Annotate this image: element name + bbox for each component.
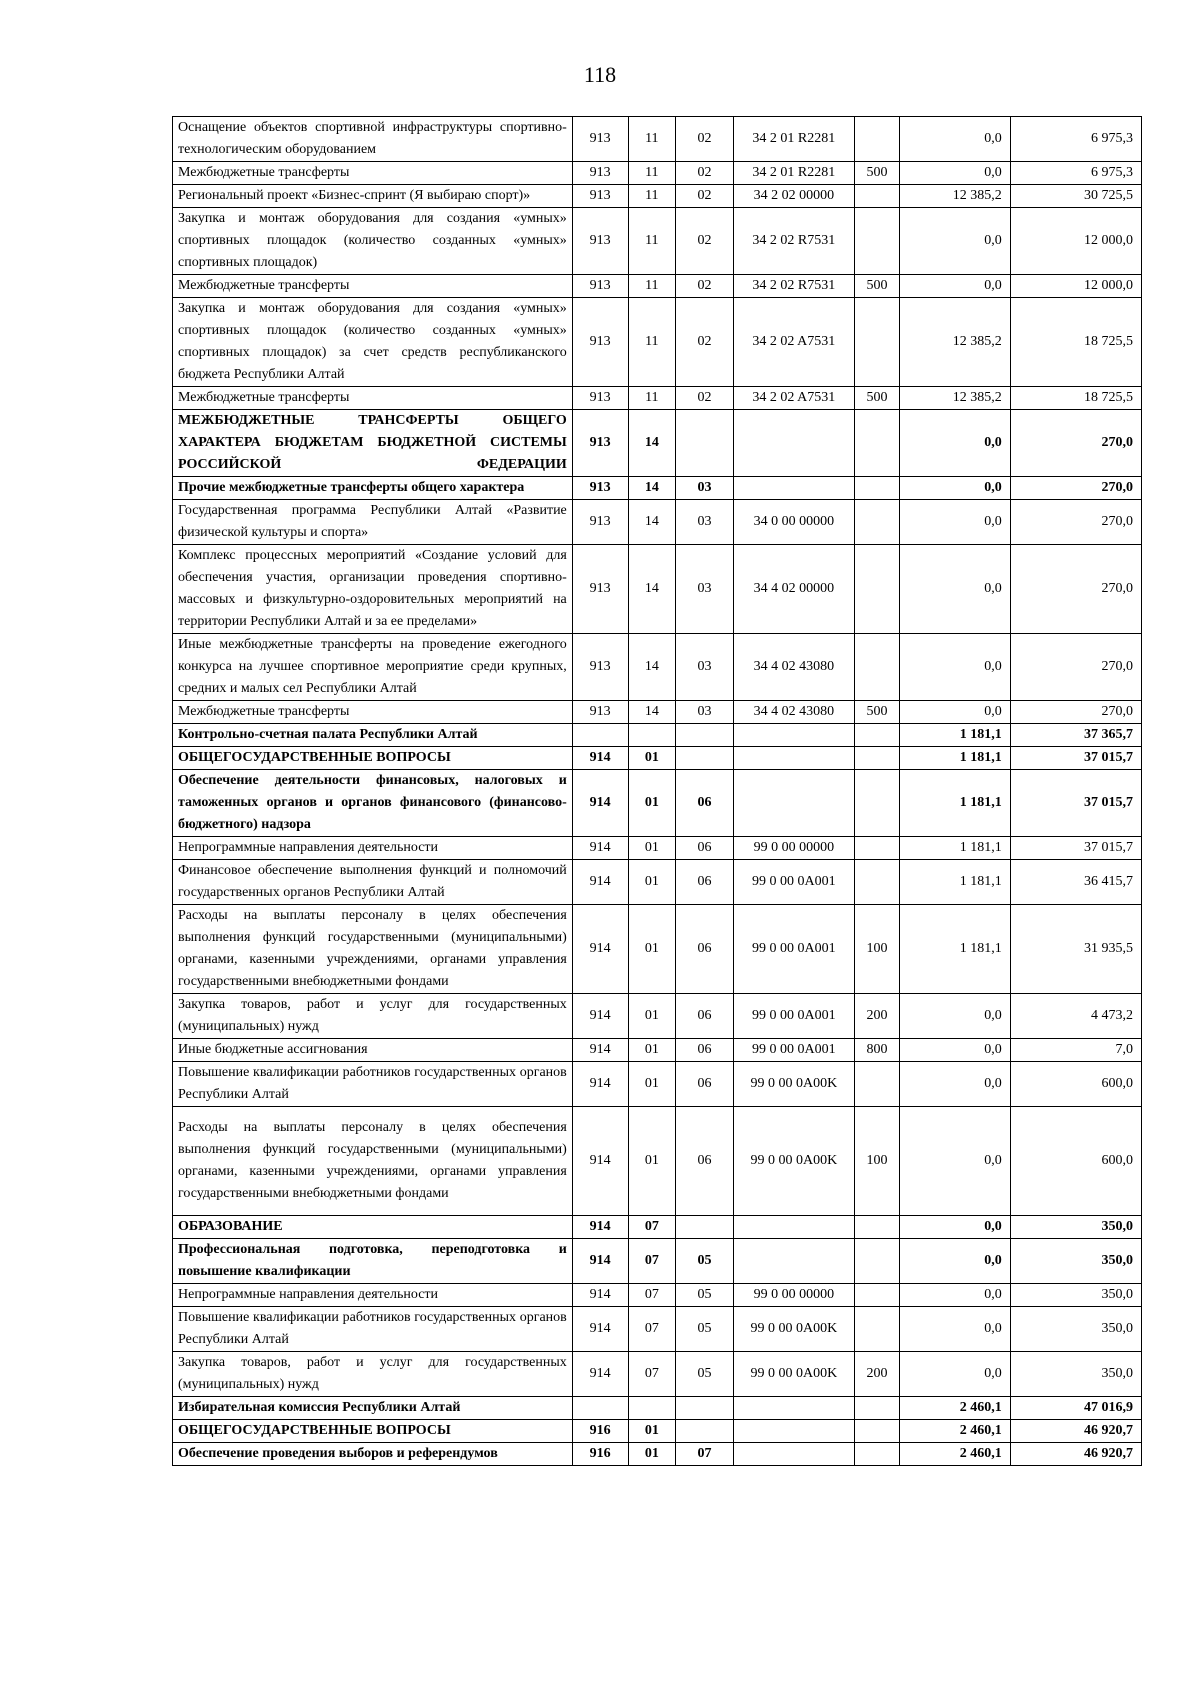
row-name: Региональный проект «Бизнес-спринт (Я выбираю спорт)» xyxy=(173,185,573,208)
row-name: Комплекс процессных мероприятий «Создание условий для обеспечения участия, организации проведения спортивно-массовых и физкультурно-оздоровительных мероприятий на территории Республики Алтай и за ее пределами» xyxy=(173,545,573,634)
row-amount-2: 46 920,7 xyxy=(1010,1420,1141,1443)
row-name: Межбюджетные трансферты xyxy=(173,387,573,410)
table-row xyxy=(173,477,1142,500)
table-row xyxy=(173,1216,1142,1239)
row-section-code: 14 xyxy=(628,701,676,724)
table-row xyxy=(173,1397,1142,1420)
row-name: МЕЖБЮДЖЕТНЫЕ ТРАНСФЕРТЫ ОБЩЕГО ХАРАКТЕРА БЮДЖЕТАМ БЮДЖЕТНОЙ СИСТЕМЫ РОССИЙСКОЙ ФЕДЕРАЦИИ xyxy=(173,410,573,477)
row-amount-2: 36 415,7 xyxy=(1010,860,1141,905)
row-target-code xyxy=(733,1239,854,1284)
table-row xyxy=(173,905,1142,994)
row-subsection-code: 03 xyxy=(676,634,734,701)
row-section-code: 14 xyxy=(628,500,676,545)
row-subsection-code: 06 xyxy=(676,860,734,905)
row-expense-type-code: 200 xyxy=(854,994,899,1039)
row-gr-code: 913 xyxy=(572,298,628,387)
table-row xyxy=(173,1352,1142,1397)
row-expense-type-code xyxy=(854,1420,899,1443)
row-gr-code xyxy=(572,724,628,747)
row-expense-type-code xyxy=(854,1397,899,1420)
row-target-code: 34 2 02 R7531 xyxy=(733,275,854,298)
row-expense-type-code xyxy=(854,117,899,162)
table-row xyxy=(173,747,1142,770)
row-amount-2: 7,0 xyxy=(1010,1039,1141,1062)
row-section-code xyxy=(628,724,676,747)
table-row xyxy=(173,1284,1142,1307)
row-amount-2: 6 975,3 xyxy=(1010,162,1141,185)
row-amount-2: 18 725,5 xyxy=(1010,387,1141,410)
row-section-code: 01 xyxy=(628,860,676,905)
row-target-code: 34 2 02 00000 xyxy=(733,185,854,208)
row-gr-code: 913 xyxy=(572,185,628,208)
row-expense-type-code xyxy=(854,1216,899,1239)
row-gr-code: 914 xyxy=(572,1216,628,1239)
row-name: Повышение квалификации работников государственных органов Республики Алтай xyxy=(173,1062,573,1107)
row-name: Финансовое обеспечение выполнения функций и полномочий государственных органов Республики Алтай xyxy=(173,860,573,905)
row-section-code: 11 xyxy=(628,387,676,410)
row-amount-2: 46 920,7 xyxy=(1010,1443,1141,1466)
table-row xyxy=(173,387,1142,410)
row-gr-code: 914 xyxy=(572,1107,628,1216)
row-amount-1: 0,0 xyxy=(900,545,1011,634)
row-target-code: 34 4 02 43080 xyxy=(733,634,854,701)
row-subsection-code: 02 xyxy=(676,162,734,185)
table-row xyxy=(173,275,1142,298)
row-section-code: 01 xyxy=(628,994,676,1039)
row-subsection-code: 02 xyxy=(676,275,734,298)
row-gr-code: 914 xyxy=(572,860,628,905)
row-amount-2: 350,0 xyxy=(1010,1352,1141,1397)
row-section-code: 01 xyxy=(628,1107,676,1216)
row-amount-1: 1 181,1 xyxy=(900,837,1011,860)
row-expense-type-code xyxy=(854,298,899,387)
row-section-code xyxy=(628,1397,676,1420)
row-amount-2: 30 725,5 xyxy=(1010,185,1141,208)
row-expense-type-code xyxy=(854,747,899,770)
table-row xyxy=(173,298,1142,387)
row-section-code: 11 xyxy=(628,117,676,162)
row-amount-1: 12 385,2 xyxy=(900,298,1011,387)
row-name: Оснащение объектов спортивной инфраструктуры спортивно-технологическим оборудованием xyxy=(173,117,573,162)
row-section-code: 11 xyxy=(628,298,676,387)
row-target-code xyxy=(733,410,854,477)
row-gr-code: 914 xyxy=(572,1039,628,1062)
row-subsection-code xyxy=(676,747,734,770)
row-expense-type-code xyxy=(854,208,899,275)
row-amount-1: 0,0 xyxy=(900,1062,1011,1107)
row-expense-type-code xyxy=(854,770,899,837)
row-name: ОБЩЕГОСУДАРСТВЕННЫЕ ВОПРОСЫ xyxy=(173,1420,573,1443)
row-gr-code: 914 xyxy=(572,905,628,994)
row-amount-1: 0,0 xyxy=(900,500,1011,545)
row-gr-code: 914 xyxy=(572,770,628,837)
row-target-code: 34 4 02 43080 xyxy=(733,701,854,724)
row-expense-type-code xyxy=(854,724,899,747)
row-target-code: 99 0 00 0A001 xyxy=(733,1039,854,1062)
row-target-code: 34 2 01 R2281 xyxy=(733,117,854,162)
row-expense-type-code xyxy=(854,1307,899,1352)
row-amount-2: 4 473,2 xyxy=(1010,994,1141,1039)
row-subsection-code: 03 xyxy=(676,477,734,500)
row-gr-code: 913 xyxy=(572,208,628,275)
row-expense-type-code: 100 xyxy=(854,905,899,994)
row-gr-code: 914 xyxy=(572,837,628,860)
table-row xyxy=(173,701,1142,724)
row-target-code: 99 0 00 0A00K xyxy=(733,1107,854,1216)
row-section-code: 11 xyxy=(628,185,676,208)
table-row xyxy=(173,724,1142,747)
row-amount-2: 350,0 xyxy=(1010,1239,1141,1284)
row-amount-2: 270,0 xyxy=(1010,500,1141,545)
row-name: Избирательная комиссия Республики Алтай xyxy=(173,1397,573,1420)
row-subsection-code: 06 xyxy=(676,1062,734,1107)
table-row xyxy=(173,1039,1142,1062)
row-section-code: 01 xyxy=(628,770,676,837)
row-subsection-code: 03 xyxy=(676,701,734,724)
row-section-code: 07 xyxy=(628,1307,676,1352)
row-amount-1: 0,0 xyxy=(900,117,1011,162)
row-section-code: 01 xyxy=(628,837,676,860)
row-target-code: 99 0 00 0A00K xyxy=(733,1307,854,1352)
row-amount-2: 600,0 xyxy=(1010,1107,1141,1216)
row-expense-type-code xyxy=(854,1062,899,1107)
row-name: Расходы на выплаты персоналу в целях обеспечения выполнения функций государственными (муниципальными) органами, казенными учреждениями, органами управления государственными внебюджетными фондами xyxy=(173,905,573,994)
row-amount-2: 6 975,3 xyxy=(1010,117,1141,162)
row-name: Контрольно-счетная палата Республики Алтай xyxy=(173,724,573,747)
row-name: Закупка товаров, работ и услуг для государственных (муниципальных) нужд xyxy=(173,1352,573,1397)
row-amount-2: 47 016,9 xyxy=(1010,1397,1141,1420)
row-section-code: 14 xyxy=(628,410,676,477)
table-row xyxy=(173,837,1142,860)
row-amount-1: 0,0 xyxy=(900,410,1011,477)
row-subsection-code: 02 xyxy=(676,208,734,275)
row-expense-type-code xyxy=(854,634,899,701)
row-target-code: 99 0 00 0A001 xyxy=(733,860,854,905)
row-amount-1: 0,0 xyxy=(900,477,1011,500)
row-target-code xyxy=(733,477,854,500)
row-target-code xyxy=(733,1443,854,1466)
row-target-code: 99 0 00 0A001 xyxy=(733,994,854,1039)
row-expense-type-code: 500 xyxy=(854,275,899,298)
row-expense-type-code: 500 xyxy=(854,162,899,185)
row-gr-code: 913 xyxy=(572,410,628,477)
row-gr-code: 914 xyxy=(572,1239,628,1284)
row-expense-type-code: 100 xyxy=(854,1107,899,1216)
row-name: Непрограммные направления деятельности xyxy=(173,837,573,860)
row-gr-code: 914 xyxy=(572,994,628,1039)
row-name: ОБРАЗОВАНИЕ xyxy=(173,1216,573,1239)
row-expense-type-code xyxy=(854,410,899,477)
row-name: Непрограммные направления деятельности xyxy=(173,1284,573,1307)
row-subsection-code: 02 xyxy=(676,298,734,387)
row-expense-type-code xyxy=(854,1284,899,1307)
row-expense-type-code xyxy=(854,500,899,545)
row-amount-2: 37 365,7 xyxy=(1010,724,1141,747)
row-expense-type-code xyxy=(854,860,899,905)
row-subsection-code: 07 xyxy=(676,1443,734,1466)
row-amount-1: 0,0 xyxy=(900,634,1011,701)
row-name: Межбюджетные трансферты xyxy=(173,162,573,185)
row-amount-2: 12 000,0 xyxy=(1010,208,1141,275)
row-gr-code: 914 xyxy=(572,1284,628,1307)
table-row xyxy=(173,634,1142,701)
row-name: Закупка товаров, работ и услуг для государственных (муниципальных) нужд xyxy=(173,994,573,1039)
row-target-code: 99 0 00 00000 xyxy=(733,1284,854,1307)
row-subsection-code: 05 xyxy=(676,1284,734,1307)
row-amount-2: 31 935,5 xyxy=(1010,905,1141,994)
row-amount-1: 1 181,1 xyxy=(900,905,1011,994)
row-amount-2: 37 015,7 xyxy=(1010,747,1141,770)
row-target-code: 99 0 00 0A00K xyxy=(733,1352,854,1397)
row-section-code: 14 xyxy=(628,545,676,634)
row-gr-code: 913 xyxy=(572,275,628,298)
row-target-code: 99 0 00 0A001 xyxy=(733,905,854,994)
row-gr-code: 913 xyxy=(572,162,628,185)
row-target-code: 34 0 00 00000 xyxy=(733,500,854,545)
row-amount-2: 270,0 xyxy=(1010,477,1141,500)
row-amount-2: 270,0 xyxy=(1010,634,1141,701)
row-gr-code xyxy=(572,1397,628,1420)
row-subsection-code xyxy=(676,1397,734,1420)
row-amount-1: 0,0 xyxy=(900,994,1011,1039)
row-amount-1: 0,0 xyxy=(900,1352,1011,1397)
row-amount-1: 0,0 xyxy=(900,1107,1011,1216)
row-amount-2: 270,0 xyxy=(1010,545,1141,634)
row-target-code xyxy=(733,770,854,837)
row-subsection-code: 06 xyxy=(676,1039,734,1062)
row-name: Закупка и монтаж оборудования для создания «умных» спортивных площадок (количество созданных «умных» спортивных площадок) xyxy=(173,208,573,275)
row-amount-1: 0,0 xyxy=(900,701,1011,724)
row-target-code: 34 2 02 A7531 xyxy=(733,298,854,387)
row-subsection-code: 02 xyxy=(676,117,734,162)
row-name: Прочие межбюджетные трансферты общего характера xyxy=(173,477,573,500)
table-row xyxy=(173,410,1142,477)
row-section-code: 11 xyxy=(628,162,676,185)
row-section-code: 01 xyxy=(628,747,676,770)
row-section-code: 14 xyxy=(628,634,676,701)
row-target-code: 34 4 02 00000 xyxy=(733,545,854,634)
row-subsection-code xyxy=(676,1216,734,1239)
table-row xyxy=(173,162,1142,185)
row-name: Повышение квалификации работников государственных органов Республики Алтай xyxy=(173,1307,573,1352)
row-amount-1: 0,0 xyxy=(900,1284,1011,1307)
row-subsection-code: 06 xyxy=(676,994,734,1039)
row-name: Обеспечение деятельности финансовых, налоговых и таможенных органов и органов финансового (финансово-бюджетного) надзора xyxy=(173,770,573,837)
table-row xyxy=(173,1307,1142,1352)
row-amount-1: 2 460,1 xyxy=(900,1420,1011,1443)
row-subsection-code: 06 xyxy=(676,770,734,837)
row-expense-type-code xyxy=(854,477,899,500)
table-row xyxy=(173,185,1142,208)
row-amount-1: 0,0 xyxy=(900,1307,1011,1352)
row-subsection-code: 03 xyxy=(676,500,734,545)
row-target-code xyxy=(733,1216,854,1239)
row-section-code: 11 xyxy=(628,275,676,298)
row-target-code xyxy=(733,1420,854,1443)
row-name: Межбюджетные трансферты xyxy=(173,275,573,298)
row-section-code: 01 xyxy=(628,1062,676,1107)
row-subsection-code: 06 xyxy=(676,837,734,860)
row-target-code xyxy=(733,1397,854,1420)
row-section-code: 01 xyxy=(628,905,676,994)
row-section-code: 07 xyxy=(628,1284,676,1307)
row-amount-2: 12 000,0 xyxy=(1010,275,1141,298)
row-gr-code: 914 xyxy=(572,1307,628,1352)
row-expense-type-code: 500 xyxy=(854,701,899,724)
row-gr-code: 914 xyxy=(572,1062,628,1107)
row-name: Закупка и монтаж оборудования для создания «умных» спортивных площадок (количество созданных «умных» спортивных площадок) за счет средств республиканского бюджета Республики Алтай xyxy=(173,298,573,387)
row-amount-2: 350,0 xyxy=(1010,1284,1141,1307)
table-row xyxy=(173,1420,1142,1443)
row-expense-type-code: 200 xyxy=(854,1352,899,1397)
budget-table-body xyxy=(173,117,1142,1466)
row-amount-1: 1 181,1 xyxy=(900,860,1011,905)
row-subsection-code: 03 xyxy=(676,545,734,634)
row-section-code: 01 xyxy=(628,1039,676,1062)
row-subsection-code xyxy=(676,1420,734,1443)
row-expense-type-code xyxy=(854,837,899,860)
row-subsection-code: 02 xyxy=(676,387,734,410)
row-amount-2: 350,0 xyxy=(1010,1307,1141,1352)
row-gr-code: 914 xyxy=(572,1352,628,1397)
row-amount-1: 2 460,1 xyxy=(900,1397,1011,1420)
table-row xyxy=(173,500,1142,545)
row-section-code: 01 xyxy=(628,1420,676,1443)
row-section-code: 11 xyxy=(628,208,676,275)
row-target-code: 34 2 01 R2281 xyxy=(733,162,854,185)
page-number: 118 xyxy=(583,62,617,87)
row-amount-1: 0,0 xyxy=(900,1216,1011,1239)
row-amount-1: 0,0 xyxy=(900,162,1011,185)
row-target-code: 34 2 02 R7531 xyxy=(733,208,854,275)
row-section-code: 07 xyxy=(628,1239,676,1284)
row-amount-2: 270,0 xyxy=(1010,410,1141,477)
row-name: Государственная программа Республики Алтай «Развитие физической культуры и спорта» xyxy=(173,500,573,545)
row-subsection-code: 06 xyxy=(676,1107,734,1216)
table-row xyxy=(173,770,1142,837)
row-amount-1: 0,0 xyxy=(900,275,1011,298)
table-row xyxy=(173,1107,1142,1216)
row-amount-1: 0,0 xyxy=(900,1239,1011,1284)
row-expense-type-code: 500 xyxy=(854,387,899,410)
row-subsection-code: 05 xyxy=(676,1239,734,1284)
row-gr-code: 913 xyxy=(572,117,628,162)
row-name: Профессиональная подготовка, переподготовка и повышение квалификации xyxy=(173,1239,573,1284)
row-subsection-code: 05 xyxy=(676,1307,734,1352)
row-subsection-code xyxy=(676,410,734,477)
row-gr-code: 913 xyxy=(572,545,628,634)
row-amount-2: 37 015,7 xyxy=(1010,770,1141,837)
row-amount-1: 12 385,2 xyxy=(900,185,1011,208)
row-target-code: 34 2 02 A7531 xyxy=(733,387,854,410)
row-name: Иные бюджетные ассигнования xyxy=(173,1039,573,1062)
row-name: Расходы на выплаты персоналу в целях обеспечения выполнения функций государственными (муниципальными) органами, казенными учреждениями, органами управления государственными внебюджетными фондами xyxy=(173,1107,573,1216)
table-row xyxy=(173,1443,1142,1466)
row-expense-type-code: 800 xyxy=(854,1039,899,1062)
row-target-code xyxy=(733,724,854,747)
row-amount-2: 600,0 xyxy=(1010,1062,1141,1107)
row-name: Межбюджетные трансферты xyxy=(173,701,573,724)
row-amount-1: 1 181,1 xyxy=(900,724,1011,747)
row-gr-code: 913 xyxy=(572,701,628,724)
row-expense-type-code xyxy=(854,1443,899,1466)
row-gr-code: 913 xyxy=(572,477,628,500)
row-target-code xyxy=(733,747,854,770)
row-amount-1: 1 181,1 xyxy=(900,747,1011,770)
row-gr-code: 916 xyxy=(572,1420,628,1443)
row-amount-1: 1 181,1 xyxy=(900,770,1011,837)
row-amount-1: 2 460,1 xyxy=(900,1443,1011,1466)
row-section-code: 07 xyxy=(628,1216,676,1239)
row-amount-2: 350,0 xyxy=(1010,1216,1141,1239)
row-subsection-code xyxy=(676,724,734,747)
row-section-code: 07 xyxy=(628,1352,676,1397)
row-amount-2: 37 015,7 xyxy=(1010,837,1141,860)
table-row xyxy=(173,208,1142,275)
table-row xyxy=(173,1239,1142,1284)
row-target-code: 99 0 00 00000 xyxy=(733,837,854,860)
row-expense-type-code xyxy=(854,185,899,208)
row-amount-2: 270,0 xyxy=(1010,701,1141,724)
table-row xyxy=(173,1062,1142,1107)
table-row xyxy=(173,994,1142,1039)
row-expense-type-code xyxy=(854,1239,899,1284)
budget-table xyxy=(172,116,1142,1466)
row-gr-code: 913 xyxy=(572,634,628,701)
row-subsection-code: 02 xyxy=(676,185,734,208)
row-gr-code: 914 xyxy=(572,747,628,770)
row-gr-code: 913 xyxy=(572,387,628,410)
row-name: Обеспечение проведения выборов и референдумов xyxy=(173,1443,573,1466)
row-name: Иные межбюджетные трансферты на проведение ежегодного конкурса на лучшее спортивное мероприятие среди крупных, средних и малых сел Республики Алтай xyxy=(173,634,573,701)
row-expense-type-code xyxy=(854,545,899,634)
row-target-code: 99 0 00 0A00K xyxy=(733,1062,854,1107)
row-amount-1: 0,0 xyxy=(900,1039,1011,1062)
row-amount-2: 18 725,5 xyxy=(1010,298,1141,387)
row-subsection-code: 06 xyxy=(676,905,734,994)
table-row xyxy=(173,860,1142,905)
row-section-code: 14 xyxy=(628,477,676,500)
row-amount-1: 12 385,2 xyxy=(900,387,1011,410)
row-subsection-code: 05 xyxy=(676,1352,734,1397)
row-section-code: 01 xyxy=(628,1443,676,1466)
row-gr-code: 916 xyxy=(572,1443,628,1466)
row-gr-code: 913 xyxy=(572,500,628,545)
table-row xyxy=(173,545,1142,634)
row-name: ОБЩЕГОСУДАРСТВЕННЫЕ ВОПРОСЫ xyxy=(173,747,573,770)
table-row xyxy=(173,117,1142,162)
row-amount-1: 0,0 xyxy=(900,208,1011,275)
